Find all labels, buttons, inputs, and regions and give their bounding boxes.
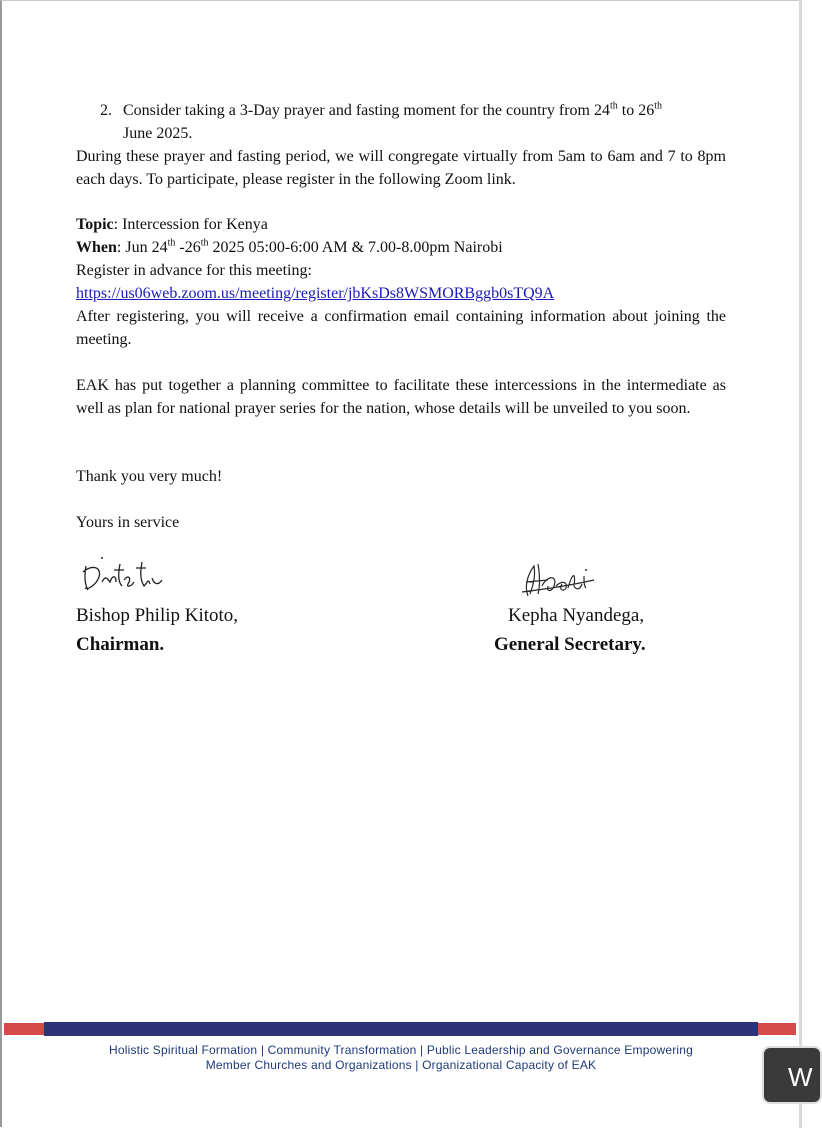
topic-value: : Intercession for Kenya: [113, 216, 268, 233]
when-label: When: [76, 239, 117, 256]
thanks-line: Thank you very much!: [76, 468, 223, 485]
footer-line-1: Holistic Spiritual Formation | Community Transformation | Public Leadership and Governance Empowering: [108, 1043, 694, 1057]
topic-line: [76, 213, 726, 236]
footer-line-2: Member Churches and Organizations | Organizational Capacity of EAK: [205, 1058, 597, 1072]
page-edge: [799, 0, 802, 1128]
footer-tagline: [44, 1043, 758, 1073]
eak-paragraph: EAK has put together a planning committee to facilitate these intercessions in the intermediate as well as plan for national prayer series for the nation, whose details will be unveiled to you soon.: [76, 377, 726, 417]
chairman-signature: [80, 552, 170, 596]
general-secretary-signature: [518, 556, 600, 600]
chairman-name: Bishop Philip Kitoto,: [76, 605, 239, 626]
when-line: When: Jun 24th -26th 2025 05:00-6:00 AM & 7.00-8.00pm Nairobi: [76, 237, 503, 256]
footer-accent-left: [4, 1023, 44, 1035]
paragraph-congregate: During these prayer and fasting period, we will congregate virtually from 5am to 6am and 7 to 8pm each days. To participate, please register in the following Zoom link.: [76, 148, 726, 188]
topic-label: Topic: [76, 216, 114, 233]
overlay-button[interactable]: W: [762, 1046, 822, 1104]
footer-accent-right: [758, 1023, 796, 1035]
after-register-text: After registering, you will receive a confirmation email containing information about joining the meeting.: [76, 308, 726, 348]
list-number: 2.: [100, 102, 112, 119]
closing-line: Yours in service: [76, 514, 180, 531]
general-secretary-title: General Secretary.: [494, 634, 646, 655]
list-item-text: Consider taking a 3-Day prayer and fasting moment for the country from 24th to 26th June 2025.: [123, 100, 662, 142]
zoom-register-link[interactable]: https://us06web.zoom.us/meeting/register/jbKsDs8WSMORBggb0sTQ9A: [76, 285, 555, 302]
chairman-title: Chairman.: [76, 634, 165, 655]
footer-band: [44, 1022, 758, 1036]
general-secretary-name: Kepha Nyandega,: [508, 605, 645, 626]
list-item: [76, 99, 726, 145]
register-text: Register in advance for this meeting:: [76, 262, 312, 279]
